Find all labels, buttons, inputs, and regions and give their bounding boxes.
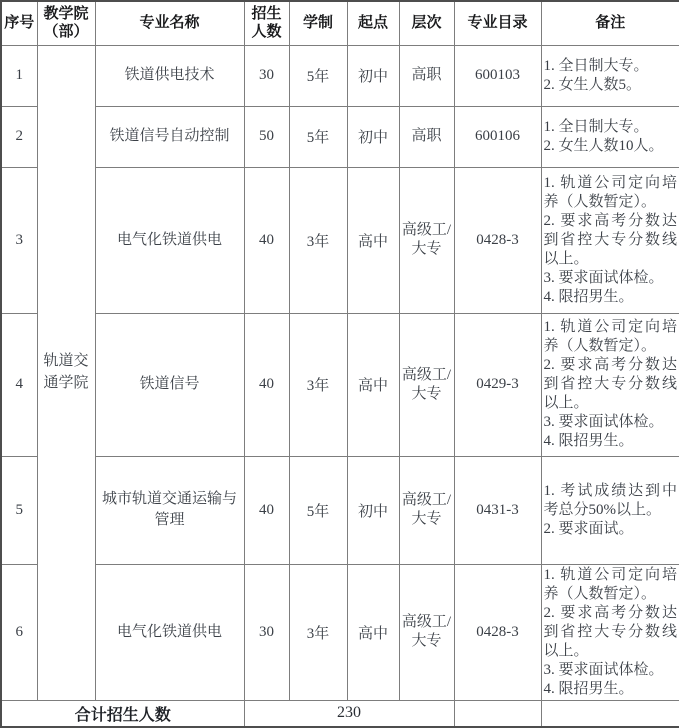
cell-enrollment: 50 bbox=[244, 106, 289, 167]
cell-major: 电气化铁道供电 bbox=[95, 564, 244, 700]
remark-item: 1. 轨道公司定向培养（人数暂定）。 bbox=[543, 319, 677, 354]
cell-duration: 5年 bbox=[289, 456, 347, 564]
cell-tier: 高职 bbox=[399, 106, 454, 167]
footer-row bbox=[1, 700, 679, 727]
cell-catalog: 600103 bbox=[454, 45, 541, 106]
cell-entry-point: 高中 bbox=[347, 313, 399, 456]
remark-item: 4. 限招男生。 bbox=[543, 288, 634, 305]
cell-no: 4 bbox=[1, 313, 37, 456]
cell-enrollment: 40 bbox=[244, 167, 289, 313]
cell-enrollment: 30 bbox=[244, 564, 289, 700]
header-duration: 学制 bbox=[289, 1, 347, 45]
cell-catalog: 600106 bbox=[454, 106, 541, 167]
remark-item: 2. 要求高考分数达到省控大专分数线以上。 bbox=[543, 604, 677, 659]
cell-remarks bbox=[541, 564, 679, 700]
cell-tier: 高级工/大专 bbox=[399, 456, 454, 564]
cell-catalog: 0428-3 bbox=[454, 167, 541, 313]
remark-item: 1. 考试成绩达到中考总分50%以上。 bbox=[543, 482, 677, 518]
table-row bbox=[1, 106, 679, 167]
header-row bbox=[1, 1, 679, 45]
remark-item: 3. 要求面试体检。 bbox=[543, 414, 664, 430]
remark-item: 1. 全日制大专。 bbox=[543, 57, 649, 74]
cell-duration: 5年 bbox=[289, 106, 347, 167]
cell-no: 6 bbox=[1, 564, 37, 700]
department-cell: 轨道交通学院 bbox=[37, 45, 95, 700]
cell-no: 3 bbox=[1, 167, 37, 313]
remark-item: 2. 女生人数10人。 bbox=[543, 137, 664, 154]
cell-no: 2 bbox=[1, 106, 37, 167]
total-value: 230 bbox=[244, 700, 454, 727]
cell-enrollment: 30 bbox=[244, 45, 289, 106]
header-department: 教学院（部） bbox=[37, 1, 95, 45]
footer-remarks-empty-cell bbox=[541, 700, 679, 727]
header-enrollment: 招生人数 bbox=[244, 1, 289, 45]
cell-tier: 高级工/大专 bbox=[399, 313, 454, 456]
remark-item: 2. 女生人数5。 bbox=[543, 76, 642, 93]
table-row bbox=[1, 45, 679, 106]
cell-major: 铁道供电技术 bbox=[95, 45, 244, 106]
remark-item: 1. 轨道公司定向培养（人数暂定）。 bbox=[543, 174, 677, 210]
cell-catalog: 0428-3 bbox=[454, 564, 541, 700]
cell-duration: 3年 bbox=[289, 167, 347, 313]
cell-tier: 高职 bbox=[399, 45, 454, 106]
remark-item: 4. 限招男生。 bbox=[543, 433, 634, 449]
remark-item: 2. 要求高考分数达到省控大专分数线以上。 bbox=[543, 357, 677, 411]
header-catalog: 专业目录 bbox=[454, 1, 541, 45]
cell-remarks bbox=[541, 106, 679, 167]
cell-catalog: 0429-3 bbox=[454, 313, 541, 456]
cell-entry-point: 高中 bbox=[347, 167, 399, 313]
header-remarks: 备注 bbox=[541, 1, 679, 45]
remark-item: 1. 全日制大专。 bbox=[543, 118, 649, 135]
cell-enrollment: 40 bbox=[244, 456, 289, 564]
header-no: 序号 bbox=[1, 1, 37, 45]
cell-major: 电气化铁道供电 bbox=[95, 167, 244, 313]
footer-catalog-empty-cell bbox=[454, 700, 541, 727]
table-body bbox=[1, 45, 679, 700]
cell-duration: 3年 bbox=[289, 313, 347, 456]
cell-entry-point: 初中 bbox=[347, 456, 399, 564]
header-entry-point: 起点 bbox=[347, 1, 399, 45]
cell-remarks bbox=[541, 45, 679, 106]
cell-entry-point: 高中 bbox=[347, 564, 399, 700]
cell-duration: 3年 bbox=[289, 564, 347, 700]
cell-entry-point: 初中 bbox=[347, 45, 399, 106]
cell-major: 铁道信号 bbox=[95, 313, 244, 456]
table-row bbox=[1, 564, 679, 700]
cell-major: 城市轨道交通运输与管理 bbox=[95, 456, 244, 564]
cell-duration: 5年 bbox=[289, 45, 347, 106]
remark-item: 4. 限招男生。 bbox=[543, 680, 634, 697]
cell-tier: 高级工/大专 bbox=[399, 167, 454, 313]
table-row bbox=[1, 456, 679, 564]
table-row bbox=[1, 167, 679, 313]
remark-item: 2. 要求面试。 bbox=[543, 520, 634, 537]
header-tier: 层次 bbox=[399, 1, 454, 45]
cell-remarks bbox=[541, 456, 679, 564]
remark-item: 3. 要求面试体检。 bbox=[543, 269, 664, 286]
cell-remarks bbox=[541, 167, 679, 313]
cell-tier: 高级工/大专 bbox=[399, 564, 454, 700]
table-row bbox=[1, 313, 679, 456]
cell-no: 5 bbox=[1, 456, 37, 564]
cell-enrollment: 40 bbox=[244, 313, 289, 456]
remark-item: 3. 要求面试体检。 bbox=[543, 661, 664, 678]
cell-catalog: 0431-3 bbox=[454, 456, 541, 564]
cell-major: 铁道信号自动控制 bbox=[95, 106, 244, 167]
header-major: 专业名称 bbox=[95, 1, 244, 45]
remark-item: 2. 要求高考分数达到省控大专分数线以上。 bbox=[543, 212, 677, 267]
cell-entry-point: 初中 bbox=[347, 106, 399, 167]
total-label: 合计招生人数 bbox=[1, 700, 244, 727]
cell-remarks bbox=[541, 313, 679, 456]
remark-item: 1. 轨道公司定向培养（人数暂定）。 bbox=[543, 566, 677, 602]
cell-no: 1 bbox=[1, 45, 37, 106]
